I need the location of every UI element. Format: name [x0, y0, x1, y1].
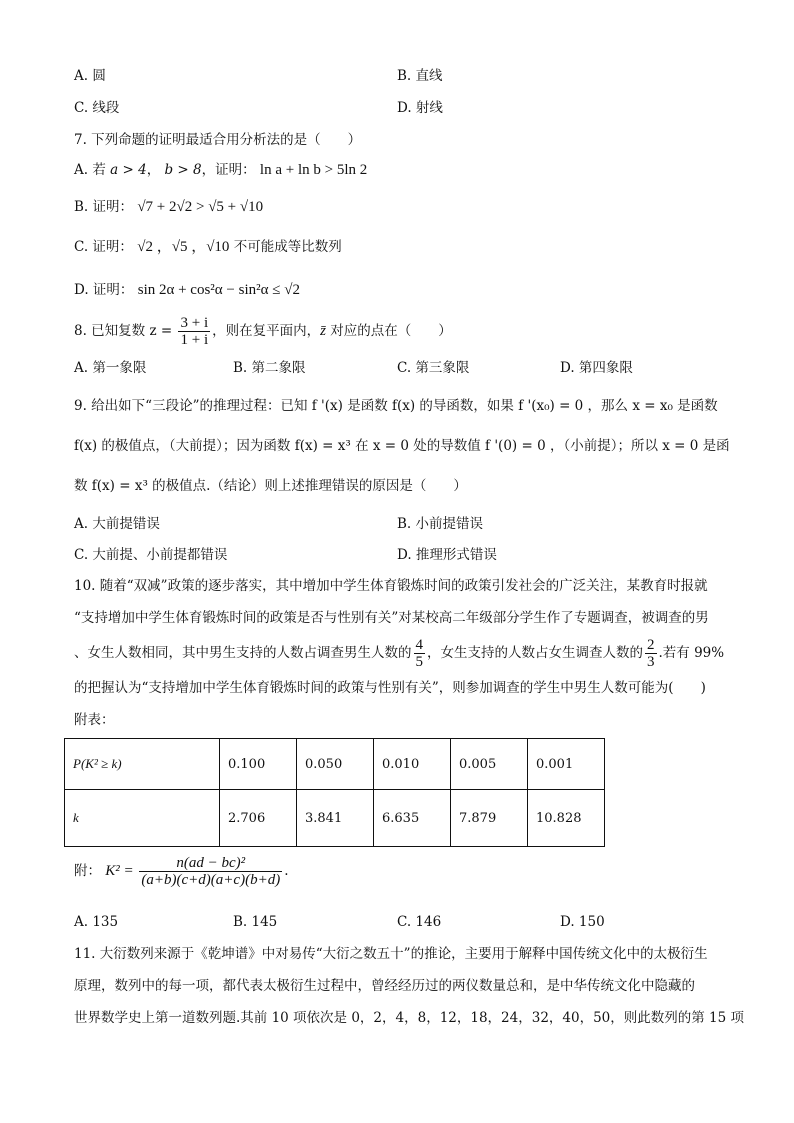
- q6-option-d: D. 射线: [397, 100, 443, 116]
- table-cell: P(K² ≥ k): [65, 739, 220, 790]
- q10-line-3-c: .若有 99%: [658, 645, 725, 661]
- q11-line-1: 11. 大衍数列来源于《乾坤谱》中对易传“大衍之数五十”的推论，主要用于解释中国传统文化中的太极衍生: [74, 946, 708, 962]
- q9-option-b: B. 小前提错误: [397, 516, 484, 532]
- q11-line-2: 原理，数列中的每一项，都代表太极衍生过程中，曾经经历过的两仪数量总和，是中华传统文化中隐藏的: [74, 978, 695, 994]
- table-row: [65, 739, 605, 790]
- table-cell: 0.100: [220, 739, 297, 790]
- q8-option-c: C. 第三象限: [397, 360, 470, 376]
- q10-fraction-1-den: 5: [415, 654, 423, 670]
- table-cell: 2.706: [220, 790, 297, 847]
- q7-option-a-sep: ，: [146, 162, 161, 178]
- table-cell: 0.005: [451, 739, 528, 790]
- q10-fraction-2-den: 3: [647, 654, 655, 670]
- q7-option-b-math: √7 + 2√2 > √5 + √10: [137, 199, 264, 215]
- table-cell: 3.841: [297, 790, 374, 847]
- table-cell: k: [65, 790, 220, 847]
- table-cell: 6.635: [374, 790, 451, 847]
- q9-line-1: 9. 给出如下“三段论”的推理过程：已知 f '(x) 是函数 f(x) 的导函数，如果 f '(x₀) = 0 ，那么 x = x₀ 是函数: [74, 398, 718, 414]
- q10-line-3: [74, 636, 724, 670]
- q7-option-a: [74, 160, 367, 180]
- q10-fraction-2-num: 2: [647, 637, 655, 653]
- q9-line-3: 数 f(x) = x³ 的极值点.（结论）则上述推理错误的原因是（ ）: [74, 478, 467, 494]
- q9-option-c: C. 大前提、小前提都错误: [74, 547, 228, 563]
- q8-fraction-num: 3 + i: [180, 315, 209, 331]
- q7-option-a-prefix: A. 若: [74, 162, 106, 178]
- q7-option-c-suffix: 不可能成等比数列: [229, 239, 342, 255]
- q10-formula-fraction: [139, 855, 282, 888]
- table-cell: 10.828: [528, 790, 605, 847]
- q10-line-4: 的把握认为“支持增加中学生体育锻炼时间的政策与性别有关”，则参加调查的学生中男生人数可能为( ): [74, 680, 706, 696]
- q10-fraction-1-num: 4: [415, 637, 423, 653]
- table-cell: 0.050: [297, 739, 374, 790]
- q7-option-d: [74, 280, 300, 300]
- critical-value-table: [64, 738, 605, 847]
- table-cell: 0.010: [374, 739, 451, 790]
- q7-option-a-cond2: b > 8: [164, 162, 202, 178]
- q7-option-c: [74, 237, 342, 257]
- q10-line-2: “支持增加中学生体育锻炼时间的政策是否与性别有关”对某校高二年级部分学生作了专题调查，被调查的男: [74, 610, 709, 626]
- q10-option-a: A. 135: [74, 914, 119, 930]
- q10-fraction-2: [645, 637, 657, 670]
- q10-option-d: D. 150: [560, 914, 605, 930]
- table-cell: 7.879: [451, 790, 528, 847]
- q7-option-d-math: sin 2α + cos²α − sin²α ≤ √2: [137, 282, 300, 298]
- q9-line-2: f(x) 的极值点，（大前提）；因为函数 f(x) = x³ 在 x = 0 处的导数值 f '(0) = 0 ，（小前提）；所以 x = 0 是函: [74, 438, 730, 454]
- q7-option-c-math: √2 ，√5 ，√10: [137, 239, 230, 255]
- q7-option-a-proof: ，证明：: [201, 162, 256, 178]
- q10-formula-den: (a+b)(c+d)(a+c)(b+d): [141, 872, 281, 888]
- q10-line-3-b: ，女生支持的人数占女生调查人数的: [427, 645, 643, 661]
- q8-option-a: A. 第一象限: [74, 360, 147, 376]
- q11-line-3: 世界数学史上第一道数列题.其前 10 项依次是 0，2，4，8，12，18，24，32，40，50，则此数列的第 15 项: [74, 1010, 745, 1026]
- q10-line-3-a: 、女生人数相同，其中男生支持的人数占调查男生人数的: [74, 645, 412, 661]
- q10-formula-end: .: [284, 863, 289, 879]
- q10-formula-prefix: 附：: [74, 863, 101, 879]
- q6-option-c: C. 线段: [74, 100, 120, 116]
- q8-stem-suffix: ，则在复平面内，: [212, 323, 321, 339]
- q8-option-b: B. 第二象限: [233, 360, 306, 376]
- q8-stem-prefix: 8. 已知复数 z =: [74, 323, 177, 339]
- q10-option-c: C. 146: [397, 914, 442, 930]
- q7-option-b: [74, 197, 263, 217]
- table-row: [65, 790, 605, 847]
- q10-formula-num: n(ad − bc)²: [139, 855, 282, 872]
- q8-option-d: D. 第四象限: [560, 360, 633, 376]
- q8-fraction: [178, 315, 210, 348]
- q7-option-d-prefix: D. 证明：: [74, 282, 134, 298]
- table-cell: 0.001: [528, 739, 605, 790]
- q6-option-a: A. 圆: [74, 68, 106, 84]
- q7-option-a-cond1: a > 4: [110, 162, 147, 178]
- q9-option-a: A. 大前提错误: [74, 516, 160, 532]
- q10-formula-lhs: K² =: [105, 863, 138, 879]
- q10-fraction-1: [414, 637, 426, 670]
- q8-stem: [74, 314, 452, 348]
- q8-conjugate: z̄: [320, 323, 326, 339]
- q9-option-d: D. 推理形式错误: [397, 547, 497, 563]
- q7-stem: 7. 下列命题的证明最适合用分析法的是（ ）: [74, 132, 362, 148]
- q6-option-b: B. 直线: [397, 68, 443, 84]
- q10-option-b: B. 145: [233, 914, 278, 930]
- q8-fraction-den: 1 + i: [180, 332, 209, 348]
- q8-stem-end: 对应的点在（ ）: [325, 323, 452, 339]
- q10-line-1: 10. 随着“双减”政策的逐步落实，其中增加中学生体育锻炼时间的政策引发社会的广泛关注，某教育时报就: [74, 578, 708, 594]
- q7-option-b-prefix: B. 证明：: [74, 199, 134, 215]
- q10-table-label: 附表：: [74, 712, 115, 728]
- q7-option-a-math: ln a + ln b > 5ln 2: [259, 162, 368, 178]
- q7-option-c-prefix: C. 证明：: [74, 239, 133, 255]
- q10-formula: [74, 852, 288, 890]
